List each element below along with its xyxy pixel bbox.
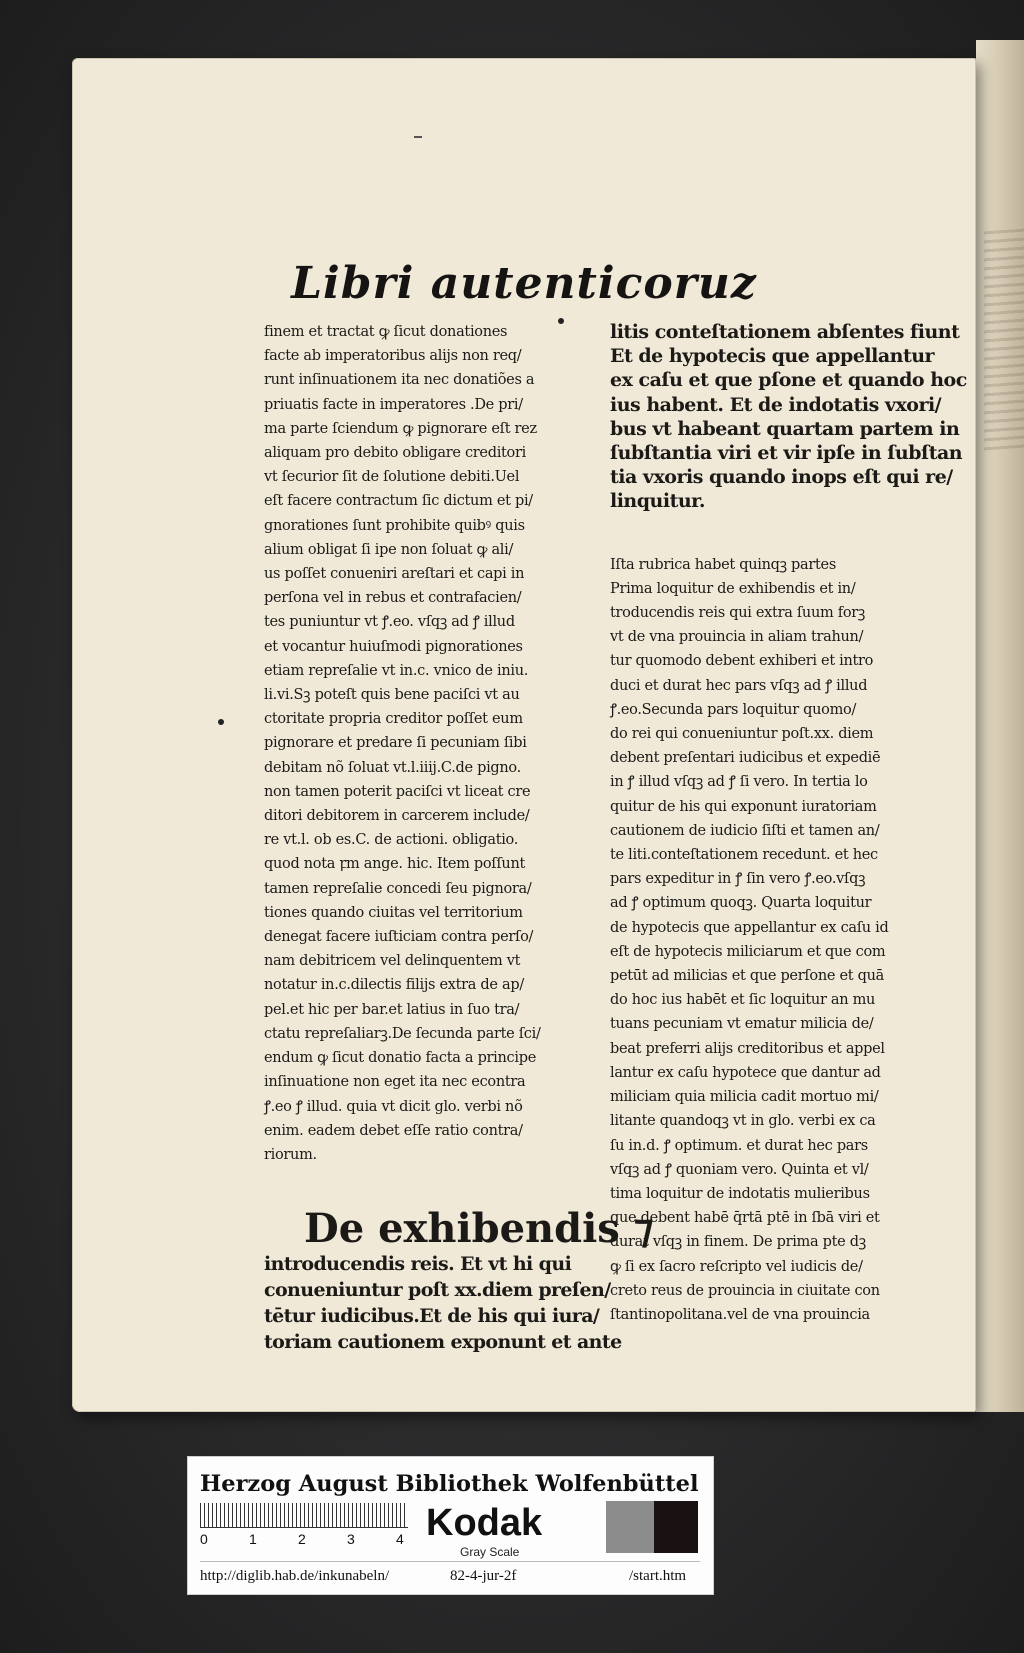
margin-dot	[218, 719, 224, 725]
adjacent-page-text	[984, 229, 1024, 452]
text-line: ctoritate propria creditor poſſet eum	[264, 711, 523, 728]
heading-line: introducendis reis. Et vt hi qui	[264, 1253, 572, 1276]
text-line: Iſta rubrica habet quinqꝫ partes	[610, 556, 836, 573]
heading-line: tētur iudicibus.Et de his qui iura/	[264, 1305, 600, 1328]
heading-subtitle	[264, 1251, 649, 1355]
gray-scale-label: Gray Scale	[460, 1545, 520, 1559]
text-line: duci et durat hec pars vſqꝫ ad ꝭ illud	[610, 677, 868, 694]
label-url[interactable]: http://diglib.hab.de/inkunabeln/	[200, 1568, 390, 1584]
text-line: cautionem de iudicio ſiſti et tamen an/	[610, 822, 880, 839]
text-line: in ꝭ illud vſqꝫ ad ꝭ ſi vero. In tertia lo	[610, 774, 868, 791]
page-top-mark	[414, 136, 422, 138]
right-column	[610, 320, 967, 1327]
scale-number: 0	[200, 1531, 208, 1547]
scale-number: 4	[396, 1531, 404, 1547]
text-line: finem et tractat ꝙ ſicut donationes	[264, 324, 508, 340]
text-line: miliciam quia milicia cadit mortuo mi/	[610, 1089, 879, 1106]
text-line: que debent habē q̄rtā ptē in ſbā viri et	[610, 1210, 880, 1227]
text-line: ad ꝭ optimum quoqꝫ. Quarta loquitur	[610, 895, 872, 912]
text-line: tuans pecuniam vt ematur milicia de/	[610, 1016, 874, 1033]
text-line: creto reus de prouincia in ciuitate con	[610, 1282, 880, 1299]
text-line: notatur in.c.dilectis filijs extra de ap/	[264, 977, 524, 994]
text-line: vſqꝫ ad ꝭ quoniam vero. Quinta et vl/	[610, 1161, 869, 1178]
rubric-intro	[610, 320, 967, 514]
text-line: endum ꝙ ſicut donatio facta a principe	[264, 1050, 536, 1067]
text-line: petūt ad milicias et que perſone et quā	[610, 968, 884, 985]
rubric-body	[610, 553, 945, 1328]
text-line: beat preferri alijs creditoribus et appel	[610, 1040, 885, 1057]
label-divider	[200, 1561, 700, 1562]
text-line: litante quandoqꝫ vt in glo. verbi ex ca	[610, 1113, 876, 1130]
text-line: ꝭ.eo.Secunda pars loquitur quomo/	[610, 701, 857, 718]
text-line: do rei qui conueniuntur poſt.xx. diem	[610, 726, 874, 743]
margin-dot	[558, 318, 564, 324]
text-line: ſtantinopolitana.vel de vna prouincia	[610, 1306, 870, 1323]
text-line: lantur ex caſu hypotece que dantur ad	[610, 1064, 881, 1081]
text-line: re vt.l. ob es.C. de actioni. obligatio.	[264, 832, 519, 849]
text-line: denegat facere iuſticiam contra perſo/	[264, 929, 534, 946]
library-name: Herzog August Bibliothek Wolfenbüttel	[200, 1471, 699, 1497]
text-line: tes puniuntur vt ꝭ.eo. vſqꝫ ad ꝭ illud	[264, 614, 515, 631]
text-line: priuatis facte in imperatores .De pri/	[264, 396, 523, 413]
text-line: ma parte ſciendum ꝙ pignorare eſt rez	[264, 420, 537, 437]
kodak-logo: Kodak	[426, 1502, 543, 1544]
section-heading: De exhibendis ⁊	[304, 1205, 654, 1253]
text-line: Prima loquitur de exhibendis et in/	[610, 580, 856, 597]
text-line: tiones quando ciuitas vel territorium	[264, 904, 523, 921]
library-label	[187, 1456, 714, 1595]
text-line: debent preſentari iudicibus et expediē	[610, 750, 881, 767]
text-line: ſu in.d. ꝭ optimum. et durat hec pars	[610, 1137, 868, 1154]
text-line: ꝙ ſi ex ſacro reſcripto vel iudicis de/	[610, 1258, 863, 1275]
text-line: aliquam pro debito obligare creditori	[264, 445, 526, 462]
text-line: quod nota ꝼm ange. hic. Item poſſunt	[264, 856, 526, 873]
text-line: tamen repreſalie concedi ſeu pignora/	[264, 880, 532, 897]
text-line: de hypotecis que appellantur ex caſu id	[610, 919, 889, 936]
text-line: etiam repreſalie vt in.c. vnico de iniu.	[264, 662, 529, 679]
text-line: vt de vna prouincia in aliam trahun/	[610, 629, 864, 646]
text-line: pars expeditur in ꝭ ſin vero ꝭ.eo.vſqꝫ	[610, 871, 866, 888]
text-line: gnorationes ſunt prohibite quibꝰ quis	[264, 517, 525, 534]
text-line: non tamen poterit paciſci vt liceat cre	[264, 783, 531, 800]
text-line: vt ſecurior ſit de ſolutione debiti.Uel	[264, 469, 520, 486]
scale-number: 2	[298, 1531, 306, 1547]
text-line: ditori debitorem in carcerem include/	[264, 808, 530, 825]
text-line: tima loquitur de indotatis mulieribus	[610, 1185, 870, 1202]
black-swatch	[654, 1501, 698, 1553]
text-line: debitam nõ ſoluat vt.l.iiij.C.de pigno.	[264, 759, 521, 776]
text-line: facte ab imperatoribus alijs non req/	[264, 348, 522, 365]
intro-line: bus vt habeant quartam partem in	[610, 417, 960, 440]
scale-numbers	[200, 1531, 420, 1549]
text-line: eſt facere contractum ſic dictum et pi/	[264, 493, 533, 510]
intro-line: ſubſtantia viri et vir ipſe in ſubſtan	[610, 442, 963, 465]
text-line: perſona vel in rebus et contrafacien/	[264, 590, 522, 607]
gray-swatch	[606, 1501, 654, 1553]
intro-line: ius habent. Et de indotatis vxori/	[610, 393, 942, 416]
heading-line: toriam cautionem exponunt et ante	[264, 1331, 622, 1354]
text-line: do hoc ius habēt et ſic loquitur an mu	[610, 992, 876, 1009]
text-line: alium obligat ſi ipe non ſoluat ꝙ ali/	[264, 541, 514, 558]
text-line: eſt de hypotecis miliciarum et que com	[610, 943, 886, 960]
scale-ruler	[200, 1503, 408, 1528]
text-line: riorum.	[264, 1146, 317, 1163]
intro-line: ex caſu et que pſone et quando hoc	[610, 369, 967, 392]
scale-number: 3	[347, 1531, 355, 1547]
intro-line: linquitur.	[610, 490, 706, 513]
text-line: durat vſqꝫ in finem. De prima pte dꝫ	[610, 1234, 866, 1251]
intro-line: litis conteſtationem abſentes fiunt	[610, 321, 960, 343]
shelfmark: 82-4-jur-2f	[450, 1568, 517, 1584]
text-line: us poſſet conueniri areſtari et capi in	[264, 566, 525, 583]
running-title: Libri autenticoruz	[291, 258, 757, 309]
text-line: inſinuatione non eget ita nec econtra	[264, 1074, 526, 1091]
text-line: et vocantur huiuſmodi pignorationes	[264, 638, 523, 655]
text-line: ctatu repreſaliarꝫ.De ſecunda parte ſci/	[264, 1025, 541, 1042]
text-line: tur quomodo debent exhiberi et intro	[610, 653, 874, 670]
start-link[interactable]: /start.htm	[629, 1568, 687, 1584]
heading-line: conueniuntur poſt xx.diem preſen/	[264, 1279, 611, 1302]
text-line: pel.et hic per bar.et latius in ſuo tra/	[264, 1001, 520, 1018]
text-line: li.vi.Sꝫ poteſt quis bene paciſci vt au	[264, 687, 520, 704]
intro-line: tia vxoris quando inops eſt qui re/	[610, 466, 953, 489]
text-line: troducendis reis qui extra ſuum forꝫ	[610, 605, 865, 622]
text-line: runt inſinuationem ita nec donatiões a	[264, 372, 535, 389]
text-line: pignorare et predare ſi pecuniam ſibi	[264, 735, 527, 752]
text-line: nam debitricem vel delinquentem vt	[264, 953, 521, 970]
book-page	[72, 58, 976, 1412]
text-line: ꝭ.eo ꝭ illud. quia vt dicit glo. verbi nõ	[264, 1098, 523, 1115]
intro-line: Et de hypotecis que appellantur	[610, 345, 935, 368]
text-line: te liti.conteſtationem recedunt. et hec	[610, 847, 878, 864]
text-line: enim. eadem debet eſſe ratio contra/	[264, 1122, 523, 1139]
scale-number: 1	[249, 1531, 257, 1547]
text-line: quitur de his qui exponunt iuratoriam	[610, 798, 877, 815]
left-column	[264, 320, 654, 1355]
